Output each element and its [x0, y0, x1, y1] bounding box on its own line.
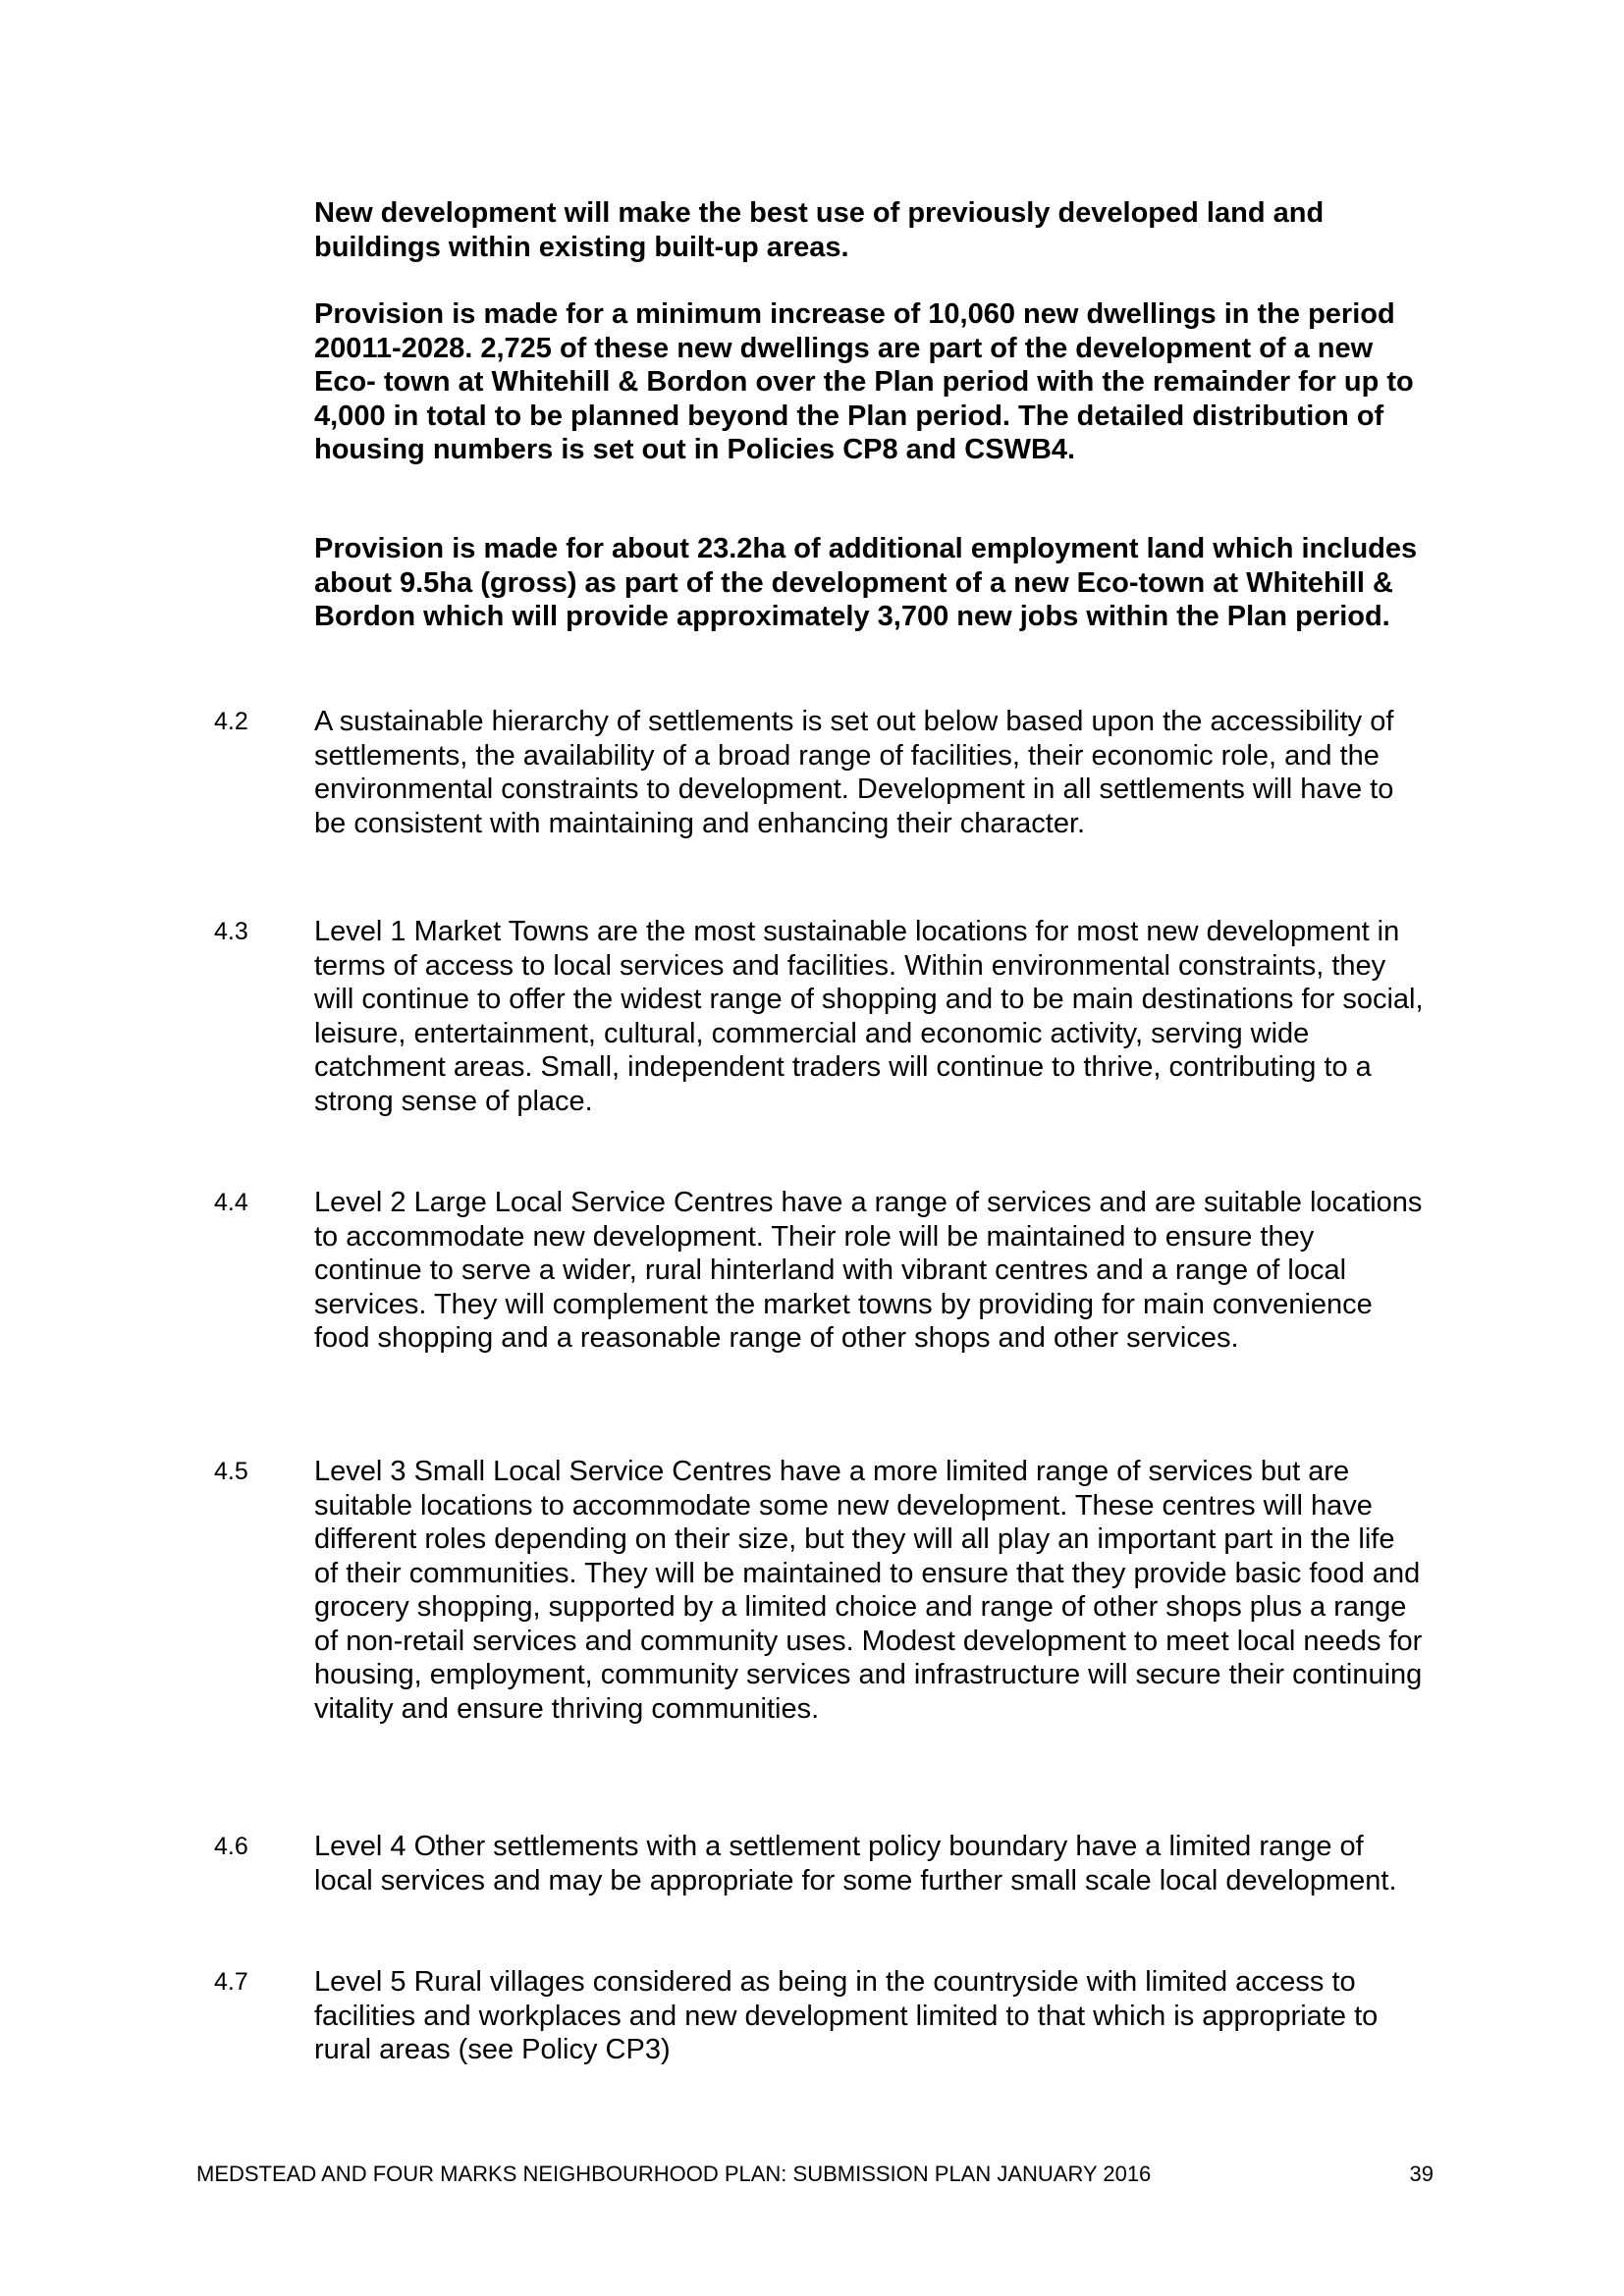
page-footer — [196, 2160, 1434, 2189]
footer-title: MEDSTEAD AND FOUR MARKS NEIGHBOURHOOD PLAN: SUBMISSION PLAN JANUARY 2016 — [196, 2162, 1152, 2186]
paragraph-number: 4.6 — [214, 1833, 248, 1860]
policy-text-3: Provision is made for about 23.2ha of additional employment land which includes about 9.5ha (gross) as part of the development of a new Eco-town at Whitehill & Bordon which will provide approximately 3,700 new jobs within the Plan period. — [314, 533, 1418, 632]
paragraph-text: Level 4 Other settlements with a settlement policy boundary have a limited range of local services and may be appropriate for some further small scale local development. — [314, 1831, 1397, 1896]
paragraph-text: Level 3 Small Local Service Centres have a more limited range of services but are suitable locations to accommodate some new development. These centres will have different roles depending on their size, but they will all play an important part in the life of their communities. They will be maintained to ensure that they provide basic food and grocery shopping, supported by a limited choice and range of other shops plus a range of non-retail services and community uses. Modest development to meet local needs for housing, employment, community services and infrastructure will secure their continuing vitality and ensure thriving communities. — [314, 1456, 1423, 1725]
policy-text-1: New development will make the best use of previously developed land and buildings within existing built-up areas. — [314, 197, 1325, 263]
paragraph-text: Level 1 Market Towns are the most sustainable locations for most new development in terms of access to local services and facilities. Within environmental constraints, they will continue to offer the widest range of shopping and to be main destinations for social, leisure, entertainment, cultural, commercial and economic activity, serving wide catchment areas. Small, independent traders will continue to thrive, contributing to a strong sense of place. — [314, 916, 1424, 1117]
paragraph-text: A sustainable hierarchy of settlements is set out below based upon the accessibility of settlements, the availability of a broad range of facilities, their economic role, and the environmental constraints to development. Development in all settlements will have to be consistent with maintaining and enhancing their character. — [314, 706, 1394, 839]
paragraph-number: 4.7 — [214, 1968, 248, 1996]
paragraph-number: 4.5 — [214, 1458, 248, 1485]
paragraph-number: 4.2 — [214, 708, 248, 735]
paragraph-text: Level 2 Large Local Service Centres have a range of services and are suitable locations to accommodate new development. Their role will be maintained to ensure they continue to serve a wider, rural hinterland with vibrant centres and a range of local services. They will complement the market towns by providing for main convenience food shopping and a reasonable range of other shops and other services. — [314, 1187, 1423, 1354]
page-number: 39 — [1409, 2162, 1434, 2186]
paragraph-number: 4.3 — [214, 918, 248, 945]
paragraph-number: 4.4 — [214, 1189, 248, 1216]
policy-text-2: Provision is made for a minimum increase of 10,060 new dwellings in the period 20011-2028. 2,725 of these new dwellings are part of the development of a new Eco- town at Whitehill & Bordon over the Plan period with the remainder for up to 4,000 in total to be planned beyond the Plan period. The detailed distribution of housing numbers is set out in Policies CP8 and CSWB4. — [314, 298, 1414, 465]
paragraph-text: Level 5 Rural villages considered as being in the countryside with limited access to facilities and workplaces and new development limited to that which is appropriate to rural areas (see Policy CP3) — [314, 1966, 1379, 2065]
